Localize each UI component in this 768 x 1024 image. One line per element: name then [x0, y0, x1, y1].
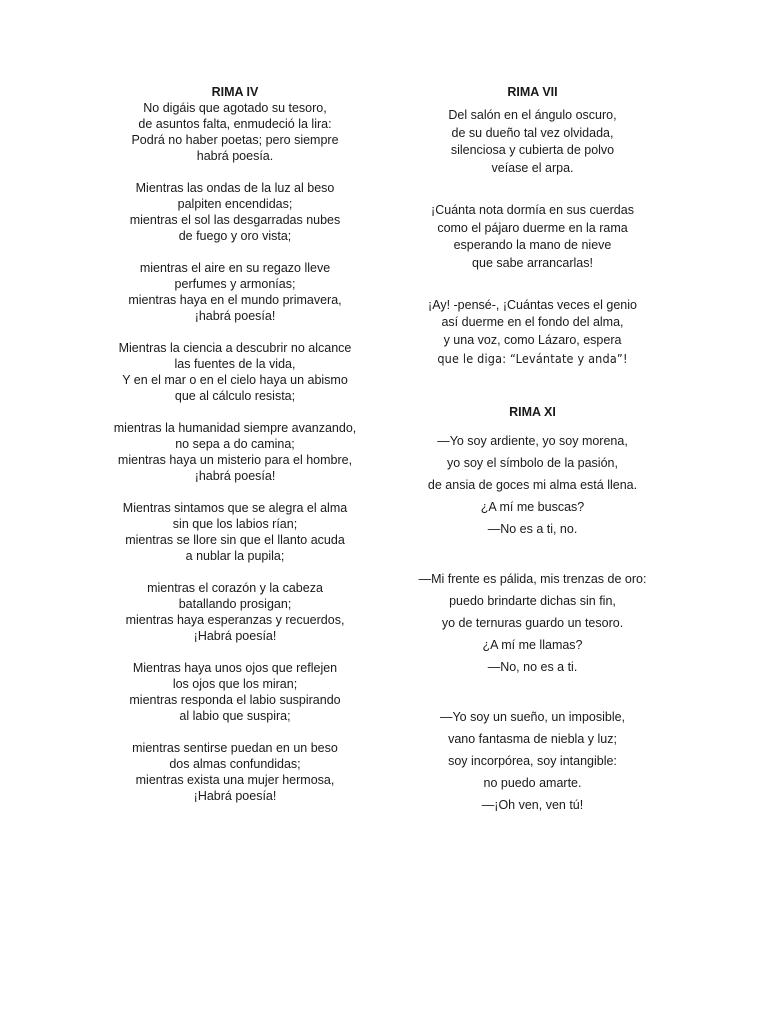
verse-line: y una voz, como Lázaro, espera	[443, 333, 622, 348]
verse-line: —Yo soy ardiente, yo soy morena,	[437, 434, 628, 448]
verse-line: perfumes y armonías;	[174, 277, 296, 291]
stanza	[95, 260, 375, 324]
verse-line: las fuentes de la vida,	[174, 357, 296, 371]
verse-line: sin que los labios rían;	[172, 517, 298, 531]
verse-line: yo de ternuras guardo un tesoro.	[441, 616, 624, 630]
verse-line: veíase el arpa.	[491, 161, 574, 176]
verse-line: esperando la mano de nieve	[453, 238, 612, 253]
verse-line: —No, no es a ti.	[487, 660, 578, 674]
verse-line: como el pájaro duerme en la rama	[437, 220, 628, 235]
verse-line: mientras se llore sin que el llanto acuda	[125, 533, 345, 547]
verse-line: mientras la humanidad siempre avanzando,	[113, 421, 357, 435]
verse-line: mientras el sol las desgarradas nubes	[129, 213, 341, 227]
verse-line: habrá poesía.	[196, 149, 274, 163]
verse-line: ¿A mí me llamas?	[482, 638, 583, 652]
verse-line: puedo brindarte dichas sin fin,	[449, 594, 616, 608]
stanza	[405, 568, 660, 678]
verse-line: batallando prosigan;	[178, 597, 292, 611]
verse-line: yo soy el símbolo de la pasión,	[447, 456, 618, 470]
verse-line: no puedo amarte.	[483, 776, 582, 790]
stanza	[95, 420, 375, 484]
verse-line: que al cálculo resista;	[174, 389, 296, 403]
stanza	[405, 706, 660, 816]
poem-title: RIMA VII	[507, 85, 558, 99]
verse-line: ¡Cuánta nota dormía en sus cuerdas	[431, 202, 634, 217]
poem-title: RIMA IV	[211, 85, 259, 99]
verse-line: Mientras la ciencia a descubrir no alcance	[118, 341, 352, 355]
stanza	[405, 107, 660, 178]
verse-line: Mientras haya unos ojos que reflejen	[132, 661, 338, 675]
verse-line: mientras exista una mujer hermosa,	[135, 773, 335, 787]
verse-line: Y en el mar o en el cielo haya un abismo	[122, 373, 348, 387]
verse-line: de fuego y oro vista;	[178, 229, 292, 243]
verse-line: de asuntos falta, enmudeció la lira:	[138, 117, 332, 131]
verse-line: mientras sentirse puedan en un beso	[132, 741, 338, 755]
verse-line: así duerme en el fondo del alma,	[441, 315, 624, 330]
stanza	[95, 100, 375, 164]
verse-line: de ansia de goces mi alma está llena.	[427, 478, 638, 492]
poem-rima-iv	[95, 84, 375, 820]
verse-line: a nublar la pupila;	[185, 549, 285, 563]
verse-line: mientras haya esperanzas y recuerdos,	[125, 613, 345, 627]
verse-line: palpiten encendidas;	[177, 197, 293, 211]
stanza	[95, 340, 375, 404]
verse-line: soy incorpórea, soy intangible:	[448, 754, 617, 768]
verse-line: mientras haya en el mundo primavera,	[128, 293, 342, 307]
verse-line: Podrá no haber poetas; pero siempre	[131, 133, 339, 147]
stanza	[405, 430, 660, 540]
verse-line: no sepa a do camina;	[175, 437, 295, 451]
verse-line: —Yo soy un sueño, un imposible,	[439, 710, 626, 724]
verse-line: ¿A mí me buscas?	[480, 500, 585, 514]
stanza	[405, 297, 660, 368]
verse-line: que le diga: “Levántate y anda”!	[437, 350, 628, 366]
stanza	[95, 660, 375, 724]
poem-rima-xi	[405, 404, 660, 844]
verse-line: Mientras sintamos que se alegra el alma	[122, 501, 348, 515]
stanza	[95, 740, 375, 804]
verse-line: ¡Habrá poesía!	[193, 629, 277, 643]
verse-line: silenciosa y cubierta de polvo	[450, 143, 615, 158]
stanza	[95, 180, 375, 244]
verse-line: los ojos que los miran;	[172, 677, 298, 691]
poem-rima-vii	[405, 84, 660, 367]
verse-line: —¡Oh ven, ven tú!	[481, 798, 584, 812]
verse-line: ¡Ay! -pensé-, ¡Cuántas veces el genio	[428, 297, 637, 312]
verse-line: mientras haya un misterio para el hombre,	[117, 453, 353, 467]
verse-line: Mientras las ondas de la luz al beso	[135, 181, 335, 195]
verse-line: al labio que suspira;	[179, 709, 291, 723]
verse-line: ¡habrá poesía!	[194, 309, 276, 323]
verse-line: ¡habrá poesía!	[194, 469, 276, 483]
verse-line: de su dueño tal vez olvidada,	[451, 125, 614, 140]
verse-line: ¡Habrá poesía!	[193, 789, 277, 803]
stanza	[95, 500, 375, 564]
verse-line: mientras responda el labio suspirando	[129, 693, 341, 707]
verse-line: —No es a ti, no.	[487, 522, 578, 536]
verse-line: mientras el aire en su regazo lleve	[139, 261, 331, 275]
verse-line: que sabe arrancarlas!	[472, 255, 593, 270]
verse-line: mientras el corazón y la cabeza	[147, 581, 323, 595]
stanza	[405, 202, 660, 273]
verse-line: vano fantasma de niebla y luz;	[448, 732, 617, 746]
verse-line: dos almas confundidas;	[169, 757, 301, 771]
poem-title: RIMA XI	[509, 405, 556, 419]
stanza	[95, 580, 375, 644]
verse-line: Del salón en el ángulo oscuro,	[448, 108, 617, 122]
verse-line: No digáis que agotado su tesoro,	[143, 101, 327, 115]
verse-line: —Mi frente es pálida, mis trenzas de oro:	[418, 572, 647, 586]
